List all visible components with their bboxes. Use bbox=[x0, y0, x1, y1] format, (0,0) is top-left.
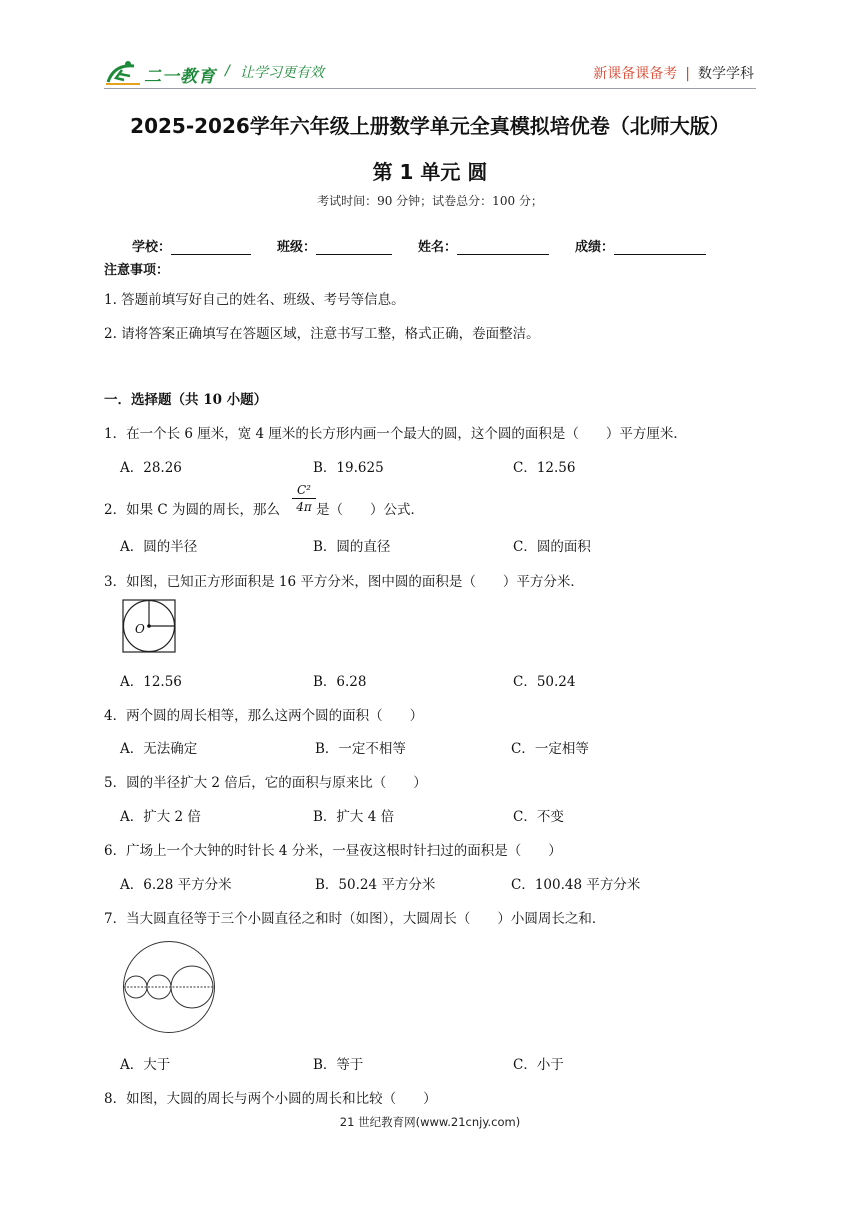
center-label: O bbox=[135, 622, 145, 636]
question-3: 3．如图，已知正方形面积是 16 平方分米，图中圆的面积是（ ）平方分米． bbox=[104, 574, 584, 590]
section-heading: 一．选择题（共 10 小题） bbox=[104, 392, 268, 408]
school-field[interactable] bbox=[171, 240, 251, 255]
header-subject bbox=[593, 63, 754, 83]
q7-option-c[interactable]: C．小于 bbox=[513, 1057, 564, 1073]
question-8: 8．如图，大圆的周长与两个小圆的周长和比较（ ） bbox=[104, 1091, 437, 1107]
logo-text: 二一教育 bbox=[144, 67, 216, 87]
student-info-fields bbox=[132, 236, 706, 255]
q2-option-c[interactable]: C．圆的面积 bbox=[513, 539, 591, 555]
question-6: 6．广场上一个大钟的时针长 4 分米，一昼夜这根时针扫过的面积是（ ） bbox=[104, 843, 562, 859]
header-divider bbox=[104, 88, 756, 89]
brand-logo-icon bbox=[104, 58, 144, 88]
page-title: 2025-2026学年六年级上册数学单元全真模拟培优卷（北师大版） bbox=[130, 114, 730, 138]
notice-item: 1. 答题前填写好自己的姓名、班级、考号等信息。 bbox=[104, 292, 405, 308]
field-label-score: 成绩： bbox=[575, 240, 615, 255]
notice-heading: 注意事项： bbox=[104, 263, 170, 278]
q2-option-b[interactable]: B．圆的直径 bbox=[313, 539, 391, 555]
square-circle-figure bbox=[122, 599, 176, 653]
q7-option-a[interactable]: A．大于 bbox=[120, 1057, 171, 1073]
header-separator: | bbox=[685, 66, 690, 82]
q6-option-a[interactable]: A．6.28 平方分米 bbox=[120, 877, 232, 893]
fraction-formula bbox=[292, 484, 316, 513]
q5-option-b[interactable]: B．扩大 4 倍 bbox=[313, 809, 395, 825]
name-field[interactable] bbox=[457, 240, 549, 255]
question-5: 5．圆的半径扩大 2 倍后，它的面积与原来比（ ） bbox=[104, 775, 427, 791]
unit-title: 第 1 单元 圆 bbox=[372, 160, 488, 184]
header-tagline: 新课备课备考 bbox=[593, 66, 678, 82]
q3-option-c[interactable]: C．50.24 bbox=[513, 674, 576, 690]
question-7: 7．当大圆直径等于三个小圆直径之和时（如图），大圆周长（ ）小圆周长之和． bbox=[104, 911, 606, 927]
exam-info: 考试时间：90 分钟；试卷总分：100 分； bbox=[317, 194, 543, 208]
fraction-numerator: C² bbox=[292, 484, 316, 499]
q4-option-a[interactable]: A．无法确定 bbox=[120, 741, 198, 757]
q4-option-b[interactable]: B．一定不相等 bbox=[315, 741, 406, 757]
field-label-class: 班级： bbox=[277, 240, 317, 255]
field-label-name: 姓名： bbox=[418, 240, 458, 255]
q2-option-a[interactable]: A．圆的半径 bbox=[120, 539, 198, 555]
score-field[interactable] bbox=[614, 240, 706, 255]
question-2-start: 2．如果 C 为圆的周长，那么 bbox=[104, 502, 281, 518]
q3-option-a[interactable]: A．12.56 bbox=[120, 674, 182, 690]
question-2-end: 是（ ）公式． bbox=[316, 502, 424, 518]
question-1: 1．在一个长 6 厘米，宽 4 厘米的长方形内画一个最大的圆，这个圆的面积是（ ）平方厘米． bbox=[104, 426, 687, 442]
big-small-circles-figure bbox=[122, 940, 216, 1034]
class-field[interactable] bbox=[316, 240, 392, 255]
page-footer: 21 世纪教育网(www.21cnjy.com) bbox=[339, 1115, 521, 1129]
q1-option-a[interactable]: A．28.26 bbox=[120, 460, 182, 476]
q6-option-c[interactable]: C．100.48 平方分米 bbox=[511, 877, 641, 893]
field-label-school: 学校： bbox=[132, 240, 172, 255]
notice-item: 2. 请将答案正确填写在答题区域，注意书写工整，格式正确，卷面整洁。 bbox=[104, 326, 540, 342]
question-4: 4．两个圆的周长相等，那么这两个圆的面积（ ） bbox=[104, 708, 424, 724]
q6-option-b[interactable]: B．50.24 平方分米 bbox=[315, 877, 436, 893]
q5-option-c[interactable]: C．不变 bbox=[513, 809, 564, 825]
fraction-denominator: 4π bbox=[296, 500, 312, 514]
q4-option-c[interactable]: C．一定相等 bbox=[511, 741, 589, 757]
q1-option-c[interactable]: C．12.56 bbox=[513, 460, 576, 476]
q3-option-b[interactable]: B．6.28 bbox=[313, 674, 367, 690]
q5-option-a[interactable]: A．扩大 2 倍 bbox=[120, 809, 201, 825]
slogan: 让学习更有效 bbox=[240, 65, 324, 81]
q1-option-b[interactable]: B．19.625 bbox=[313, 460, 384, 476]
slogan-slash: / bbox=[225, 63, 230, 79]
q7-option-b[interactable]: B．等于 bbox=[313, 1057, 364, 1073]
header-subject-name: 数学学科 bbox=[698, 66, 754, 82]
